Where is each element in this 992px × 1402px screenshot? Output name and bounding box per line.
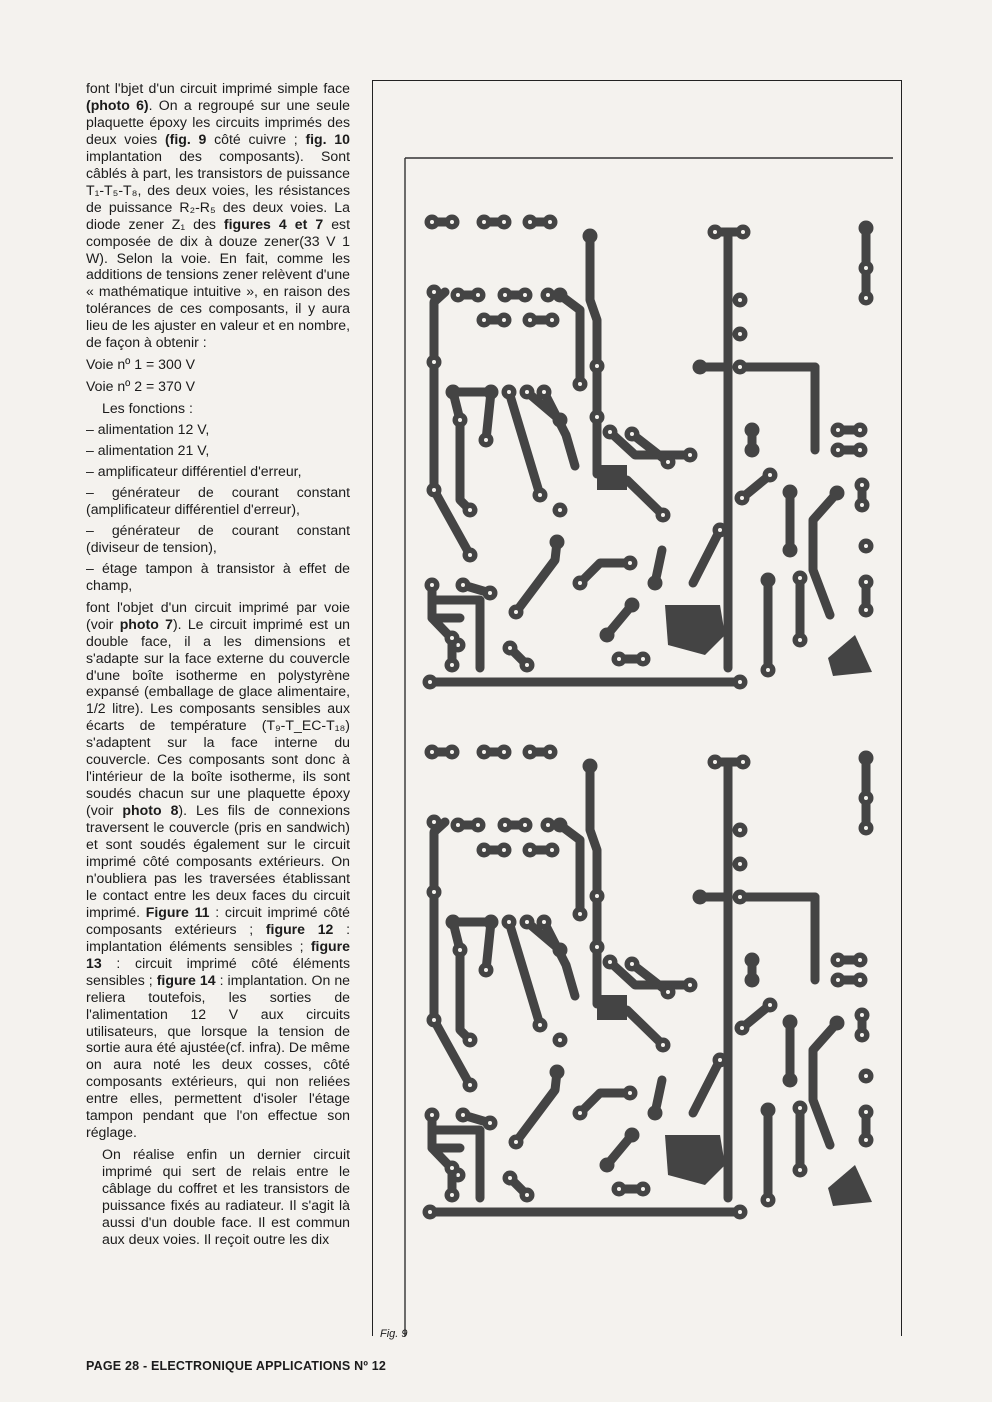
drill-hole xyxy=(428,680,432,684)
drill-hole xyxy=(858,428,862,432)
drill-hole xyxy=(528,750,532,754)
drill-hole xyxy=(468,1038,472,1042)
drill-hole xyxy=(864,1110,868,1114)
fonctions-item: – générateur de courant constant (amplificateur différentiel d'erreur), xyxy=(86,483,350,517)
drill-hole xyxy=(468,1083,472,1087)
drill-hole xyxy=(595,945,599,949)
drill-hole xyxy=(578,581,582,585)
drill-hole xyxy=(450,220,454,224)
drill-hole xyxy=(836,448,840,452)
drill-hole xyxy=(741,230,745,234)
drill-hole xyxy=(595,894,599,898)
copper-area xyxy=(828,635,872,676)
drill-hole xyxy=(738,862,742,866)
copper-trace xyxy=(516,1072,557,1142)
drill-hole xyxy=(578,382,582,386)
drill-hole xyxy=(523,293,527,297)
drill-hole xyxy=(740,496,744,500)
drill-hole xyxy=(798,1106,802,1110)
drill-hole xyxy=(630,432,634,436)
copper-trace xyxy=(813,493,837,615)
drill-hole xyxy=(482,848,486,852)
drill-hole xyxy=(641,657,645,661)
drill-hole xyxy=(688,453,692,457)
drill-hole xyxy=(864,296,868,300)
drill-hole xyxy=(836,958,840,962)
drill-hole xyxy=(666,990,670,994)
drill-hole xyxy=(432,290,436,294)
copper-trace xyxy=(607,1135,632,1165)
drill-hole xyxy=(525,1193,529,1197)
drill-hole xyxy=(595,415,599,419)
drill-hole xyxy=(538,1023,542,1027)
drill-hole xyxy=(718,1058,722,1062)
drill-hole xyxy=(482,220,486,224)
paragraph-2: font l'objet d'un circuit imprimé par voie (voir photo 7). Le circuit imprimé est un double face, il a les dimensions et s'adapte sur la face externe du couvercle d'une boîte isotherme en polystyrène expansé (emballage de glace alimentaire, 1/2 litre). Les composants sensibles aux écarts de température (T₉-T_EC-T₁₈) s'adaptent sur la face interne du couvercle. Ces composants sont donc à l'intérieur de la boîte isotherme, ils sont soudés chacun sur une plaquette époxy (voir photo 8). Les fils de connexions traversent le couvercle (pris en sandwich) et sont soudés également sur le circuit imprimé côté composants extérieurs. On n'oubliera pas les traversées établissant le contact entre les deux faces du circuit imprimé. Figure 11 : circuit imprimé côté composants extérieurs ; figure 12 : implantation éléments sensibles ; figure 13 : circuit imprimé côté éléments sensibles ; figure 14 : implantation. On ne reliera toutefois, les sorties de l'alimentation 12 V aux circuits utilisateurs, que lorsque la tension de sortie aura été ajustée(cf. infra). De même on aura noté les deux cosses, côté composants extérieurs, qui non reliées entre elles, permettent d'isoler l'étage tampon pendant que l'on effectue son réglage. xyxy=(86,598,350,1141)
drill-hole xyxy=(502,750,506,754)
drill-hole xyxy=(450,663,454,667)
drill-hole xyxy=(738,298,742,302)
drill-hole xyxy=(450,636,454,640)
drill-hole xyxy=(523,823,527,827)
drill-hole xyxy=(550,848,554,852)
drill-hole xyxy=(860,1013,864,1017)
drill-hole xyxy=(432,1018,436,1022)
drill-hole xyxy=(608,430,612,434)
drill-hole xyxy=(525,920,529,924)
copper-trace xyxy=(544,392,575,466)
drill-hole xyxy=(766,668,770,672)
drill-hole xyxy=(766,1198,770,1202)
drill-hole xyxy=(468,508,472,512)
drill-hole xyxy=(860,503,864,507)
copper-trace xyxy=(655,550,662,583)
drill-hole xyxy=(864,796,868,800)
page-footer: PAGE 28 - ELECTRONIQUE APPLICATIONS Nº 12 xyxy=(86,1359,387,1373)
fonctions-item: – alimentation 21 V, xyxy=(86,442,210,459)
copper-trace xyxy=(580,563,630,583)
drill-hole xyxy=(798,638,802,642)
drill-hole xyxy=(450,1166,454,1170)
voie-2-line: Voie nº 2 = 370 V xyxy=(86,378,195,395)
drill-hole xyxy=(738,895,742,899)
drill-hole xyxy=(461,1113,465,1117)
drill-hole xyxy=(768,1003,772,1007)
drill-hole xyxy=(502,318,506,322)
drill-hole xyxy=(428,1210,432,1214)
copper-area xyxy=(828,1165,872,1206)
voie-1-line: Voie nº 1 = 300 V xyxy=(86,356,195,373)
drill-hole xyxy=(482,318,486,322)
drill-hole xyxy=(798,576,802,580)
copper-trace xyxy=(693,530,720,583)
drill-hole xyxy=(508,646,512,650)
drill-hole xyxy=(738,365,742,369)
drill-hole xyxy=(858,978,862,982)
drill-hole xyxy=(458,418,462,422)
drill-hole xyxy=(630,962,634,966)
drill-hole xyxy=(836,428,840,432)
copper-trace xyxy=(590,766,597,1004)
drill-hole xyxy=(713,230,717,234)
drill-hole xyxy=(661,513,665,517)
drill-hole xyxy=(550,318,554,322)
copper-trace xyxy=(607,605,632,635)
drill-hole xyxy=(542,920,546,924)
drill-hole xyxy=(528,220,532,224)
drill-hole xyxy=(484,968,488,972)
copper-area xyxy=(665,1135,725,1185)
drill-hole xyxy=(542,390,546,394)
copper-trace xyxy=(580,1093,630,1113)
drill-hole xyxy=(503,293,507,297)
paragraph-1: font l'bjet d'un circuit imprimé simple face (photo 6). On a regroupé sur une seule plaquette époxy les circuits imprimés des deux voies (fig. 9 côté cuivre ; fig. 10 implantation des composants). Sont câblés à part, les transistors de puissance T₁-T₅-T₈, des deux voies, les résistances de puissance R₂-R₅ des deux voies. La diode zener Z₁ des figures 4 et 7 est composée de dix à douze zener(33 V 1 W). Selon la voie. En fait, comme les additions de tensions zener relèvent d'une « mathématique intuitive », en raison des tolérances de ces composants, il y aura lieu de les ajuster en valeur et en nombre, de façon à obtenir : xyxy=(86,80,350,351)
drill-hole xyxy=(450,1193,454,1197)
drill-hole xyxy=(458,948,462,952)
drill-hole xyxy=(798,1168,802,1172)
copper-trace xyxy=(627,480,663,515)
drill-hole xyxy=(864,580,868,584)
drill-hole xyxy=(858,958,862,962)
copper-trace xyxy=(655,1080,662,1113)
drill-hole xyxy=(514,1140,518,1144)
drill-hole xyxy=(578,912,582,916)
drill-hole xyxy=(548,220,552,224)
drill-hole xyxy=(860,483,864,487)
copper-trace xyxy=(509,392,540,495)
copper-trace xyxy=(627,1010,663,1045)
drill-hole xyxy=(628,1091,632,1095)
drill-hole xyxy=(617,1187,621,1191)
drill-hole xyxy=(548,750,552,754)
drill-hole xyxy=(508,1176,512,1180)
drill-hole xyxy=(595,364,599,368)
drill-hole xyxy=(468,553,472,557)
drill-hole xyxy=(528,848,532,852)
copper-area xyxy=(597,465,627,490)
drill-hole xyxy=(514,610,518,614)
drill-hole xyxy=(430,750,434,754)
paragraph-3: On réalise enfin un dernier circuit imprimé qui sert de relais entre le câblage du coffret et les transistors de puissance fixés au radiateur. Il s'agit là aussi d'un double face. Il est commun aux deux voies. Il reçoit outre les dix xyxy=(102,1146,350,1247)
drill-hole xyxy=(738,828,742,832)
drill-hole xyxy=(502,220,506,224)
drill-hole xyxy=(738,332,742,336)
drill-hole xyxy=(484,438,488,442)
drill-hole xyxy=(450,750,454,754)
drill-hole xyxy=(558,508,562,512)
copper-trace xyxy=(693,1060,720,1113)
drill-hole xyxy=(864,266,868,270)
fonctions-heading: Les fonctions : xyxy=(102,400,193,417)
drill-hole xyxy=(740,1026,744,1030)
drill-hole xyxy=(502,848,506,852)
drill-hole xyxy=(503,823,507,827)
drill-hole xyxy=(641,1187,645,1191)
drill-hole xyxy=(661,1043,665,1047)
drill-hole xyxy=(476,293,480,297)
drill-hole xyxy=(688,983,692,987)
copper-area xyxy=(665,605,725,655)
drill-hole xyxy=(666,460,670,464)
drill-hole xyxy=(476,823,480,827)
copper-trace xyxy=(590,236,597,474)
copper-area xyxy=(597,995,627,1020)
drill-hole xyxy=(864,608,868,612)
copper-trace xyxy=(453,922,470,1040)
drill-hole xyxy=(628,561,632,565)
copper-trace xyxy=(544,922,575,996)
figure-caption: Fig. 9 xyxy=(380,1328,408,1340)
drill-hole xyxy=(738,680,742,684)
drill-hole xyxy=(525,390,529,394)
copper-trace xyxy=(516,542,557,612)
drill-hole xyxy=(864,1074,868,1078)
drill-hole xyxy=(525,663,529,667)
drill-hole xyxy=(864,1138,868,1142)
drill-hole xyxy=(546,293,550,297)
drill-hole xyxy=(741,760,745,764)
drill-hole xyxy=(432,890,436,894)
drill-hole xyxy=(718,528,722,532)
drill-hole xyxy=(430,220,434,224)
drill-hole xyxy=(432,820,436,824)
fonctions-item: – alimentation 12 V, xyxy=(86,421,210,438)
copper-trace xyxy=(560,295,580,384)
drill-hole xyxy=(432,488,436,492)
drill-hole xyxy=(432,360,436,364)
drill-hole xyxy=(860,1033,864,1037)
drill-hole xyxy=(456,823,460,827)
drill-hole xyxy=(507,390,511,394)
drill-hole xyxy=(482,750,486,754)
drill-hole xyxy=(768,473,772,477)
drill-hole xyxy=(461,583,465,587)
drill-hole xyxy=(430,1113,434,1117)
drill-hole xyxy=(430,583,434,587)
copper-trace xyxy=(560,825,580,914)
drill-hole xyxy=(538,493,542,497)
drill-hole xyxy=(488,591,492,595)
drill-hole xyxy=(858,448,862,452)
copper-trace xyxy=(813,1023,837,1145)
drill-hole xyxy=(713,760,717,764)
drill-hole xyxy=(617,657,621,661)
drill-hole xyxy=(836,978,840,982)
drill-hole xyxy=(528,318,532,322)
drill-hole xyxy=(546,823,550,827)
drill-hole xyxy=(507,920,511,924)
drill-hole xyxy=(456,293,460,297)
drill-hole xyxy=(558,1038,562,1042)
drill-hole xyxy=(578,1111,582,1115)
copper-trace xyxy=(453,392,470,510)
drill-hole xyxy=(488,1121,492,1125)
copper-trace xyxy=(509,922,540,1025)
drill-hole xyxy=(738,1210,742,1214)
drill-hole xyxy=(608,960,612,964)
drill-hole xyxy=(864,544,868,548)
fonctions-item: – amplificateur différentiel d'erreur, xyxy=(86,463,302,480)
drill-hole xyxy=(864,826,868,830)
fonctions-item: – générateur de courant constant (diviseur de tension), xyxy=(86,521,350,555)
fonctions-item: – étage tampon à transistor à effet de champ, xyxy=(86,559,350,593)
